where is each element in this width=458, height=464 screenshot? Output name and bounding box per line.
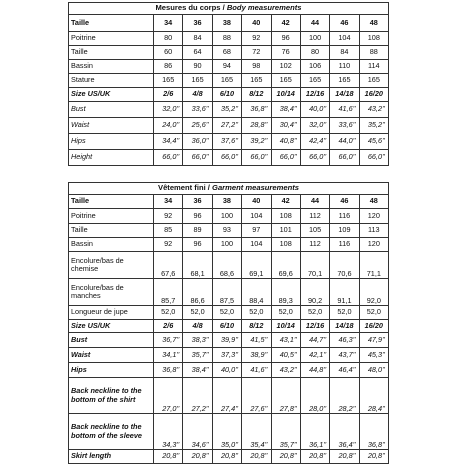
table-row — [69, 224, 389, 238]
row-label: Longueur de jupe — [69, 306, 154, 320]
us-size-cell: 10/14 — [271, 320, 300, 333]
garment-measurements-table — [68, 182, 389, 464]
value-cell: 165 — [242, 74, 271, 88]
value-cell: 32,0’’ — [154, 102, 183, 118]
value-cell: 88 — [359, 46, 388, 60]
row-label: Bust — [69, 102, 154, 118]
value-cell: 64 — [183, 46, 212, 60]
value-cell: 36,8’’ — [242, 102, 271, 118]
value-cell: 68,1 — [183, 252, 212, 279]
value-cell: 66,0’’ — [242, 150, 271, 166]
us-size-cell: 6/10 — [212, 88, 241, 102]
value-cell: 96 — [271, 32, 300, 46]
value-cell: 52,0 — [212, 306, 241, 320]
value-cell: 33,6’’ — [183, 102, 212, 118]
body-title-fr: Mesures du corps / — [155, 3, 227, 13]
value-cell: 165 — [330, 74, 359, 88]
value-cell: 27,4’’ — [212, 378, 241, 414]
value-cell: 37,3’’ — [212, 348, 241, 363]
us-size-cell: 6/10 — [212, 320, 241, 333]
row-label: Skirt length — [69, 450, 154, 464]
value-cell: 66,0’’ — [212, 150, 241, 166]
value-cell: 90,2 — [300, 279, 329, 306]
value-cell: 40,0’’ — [300, 102, 329, 118]
value-cell: 35,7’’ — [183, 348, 212, 363]
value-cell: 41,6’’ — [330, 102, 359, 118]
value-cell: 94 — [212, 60, 241, 74]
garment-title-en: Garment measurements — [212, 183, 299, 193]
table-row — [69, 32, 389, 46]
us-size-cell: 4/8 — [183, 88, 212, 102]
value-cell: 85 — [154, 224, 183, 238]
value-cell: 41,6’’ — [242, 363, 271, 378]
value-cell: 52,0 — [330, 306, 359, 320]
row-label: Taille — [69, 224, 154, 238]
row-label: Bassin — [69, 238, 154, 252]
garment-title-fr: Vêtement fini / — [158, 183, 213, 193]
row-label: Back neckline to the bottom of the shirt — [69, 378, 154, 414]
value-cell: 24,0’’ — [154, 118, 183, 134]
us-size-cell: 12/16 — [300, 320, 329, 333]
row-label: Stature — [69, 74, 154, 88]
value-cell: 104 — [330, 32, 359, 46]
size-cell: 42 — [271, 195, 300, 209]
value-cell: 34,4’’ — [154, 134, 183, 150]
value-cell: 108 — [271, 238, 300, 252]
row-label: Height — [69, 150, 154, 166]
value-cell: 40,8’’ — [271, 134, 300, 150]
value-cell: 28,8’’ — [242, 118, 271, 134]
us-size-label: Size US/UK — [69, 320, 154, 333]
value-cell: 114 — [359, 60, 388, 74]
value-cell: 92,0 — [359, 279, 388, 306]
size-cell: 40 — [242, 15, 271, 32]
value-cell: 48,0’’ — [359, 363, 388, 378]
us-size-cell: 16/20 — [359, 320, 388, 333]
size-cell: 48 — [359, 15, 388, 32]
size-cell: 34 — [154, 15, 183, 32]
value-cell: 90 — [183, 60, 212, 74]
value-cell: 35,7’’ — [271, 414, 300, 450]
us-size-cell: 2/6 — [154, 320, 183, 333]
value-cell: 20,8’’ — [300, 450, 329, 464]
value-cell: 38,3’’ — [183, 333, 212, 348]
value-cell: 20,8’’ — [154, 450, 183, 464]
value-cell: 38,4’’ — [183, 363, 212, 378]
table-row — [69, 238, 389, 252]
value-cell: 116 — [330, 209, 359, 224]
value-cell: 88 — [212, 32, 241, 46]
value-cell: 20,8’’ — [242, 450, 271, 464]
value-cell: 52,0 — [183, 306, 212, 320]
value-cell: 116 — [330, 238, 359, 252]
value-cell: 72 — [242, 46, 271, 60]
value-cell: 110 — [330, 60, 359, 74]
value-cell: 120 — [359, 238, 388, 252]
value-cell: 35,2’’ — [212, 102, 241, 118]
value-cell: 46,3’’ — [330, 333, 359, 348]
value-cell: 27,0’’ — [154, 378, 183, 414]
value-cell: 84 — [330, 46, 359, 60]
value-cell: 44,0’’ — [330, 134, 359, 150]
value-cell: 43,2’’ — [271, 363, 300, 378]
value-cell: 108 — [359, 32, 388, 46]
us-size-cell: 2/6 — [154, 88, 183, 102]
value-cell: 28,2’’ — [330, 378, 359, 414]
value-cell: 33,6’’ — [330, 118, 359, 134]
value-cell: 108 — [271, 209, 300, 224]
size-label: Taille — [69, 15, 154, 32]
garment-table-title — [69, 183, 389, 195]
value-cell: 45,6’’ — [359, 134, 388, 150]
value-cell: 91,1 — [330, 279, 359, 306]
value-cell: 38,9’’ — [242, 348, 271, 363]
value-cell: 100 — [300, 32, 329, 46]
value-cell: 97 — [242, 224, 271, 238]
value-cell: 35,0’’ — [212, 414, 241, 450]
value-cell: 20,8’’ — [183, 450, 212, 464]
size-cell: 44 — [300, 195, 329, 209]
value-cell: 112 — [300, 238, 329, 252]
row-label: Back neckline to the bottom of the sleeve — [69, 414, 154, 450]
us-size-cell: 14/18 — [330, 320, 359, 333]
value-cell: 36,7’’ — [154, 333, 183, 348]
size-cell: 48 — [359, 195, 388, 209]
value-cell: 66,0’’ — [359, 150, 388, 166]
value-cell: 30,4’’ — [271, 118, 300, 134]
size-cell: 44 — [300, 15, 329, 32]
value-cell: 109 — [330, 224, 359, 238]
value-cell: 25,6’’ — [183, 118, 212, 134]
value-cell: 43,2’’ — [359, 102, 388, 118]
value-cell: 92 — [154, 209, 183, 224]
size-cell: 34 — [154, 195, 183, 209]
value-cell: 36,8’’ — [154, 363, 183, 378]
value-cell: 100 — [212, 238, 241, 252]
table-row — [69, 363, 389, 378]
value-cell: 70,1 — [300, 252, 329, 279]
value-cell: 42,1’’ — [300, 348, 329, 363]
value-cell: 43,7’’ — [330, 348, 359, 363]
value-cell: 36,1’’ — [300, 414, 329, 450]
row-label: Hips — [69, 134, 154, 150]
row-label: Hips — [69, 363, 154, 378]
size-cell: 42 — [271, 15, 300, 32]
body-size-header-row — [69, 15, 389, 32]
value-cell: 80 — [154, 32, 183, 46]
size-cell: 46 — [330, 195, 359, 209]
value-cell: 80 — [300, 46, 329, 60]
value-cell: 96 — [183, 238, 212, 252]
body-title-en: Body measurements — [226, 3, 302, 13]
value-cell: 66,0’’ — [183, 150, 212, 166]
table-row — [69, 378, 389, 414]
value-cell: 40,0’’ — [212, 363, 241, 378]
value-cell: 105 — [300, 224, 329, 238]
value-cell: 60 — [154, 46, 183, 60]
value-cell: 76 — [271, 46, 300, 60]
value-cell: 46,4’’ — [330, 363, 359, 378]
value-cell: 52,0 — [300, 306, 329, 320]
table-row — [69, 102, 389, 118]
value-cell: 98 — [242, 60, 271, 74]
value-cell: 38,4’’ — [271, 102, 300, 118]
value-cell: 37,6’’ — [212, 134, 241, 150]
value-cell: 20,8’’ — [359, 450, 388, 464]
value-cell: 52,0 — [242, 306, 271, 320]
row-label: Poitrine — [69, 32, 154, 46]
value-cell: 104 — [242, 238, 271, 252]
row-label: Encolure/bas de chemise — [69, 252, 154, 279]
value-cell: 101 — [271, 224, 300, 238]
value-cell: 36,8’’ — [359, 414, 388, 450]
table-row — [69, 252, 389, 279]
garment-size-header-row — [69, 195, 389, 209]
value-cell: 52,0 — [154, 306, 183, 320]
value-cell: 165 — [154, 74, 183, 88]
value-cell: 165 — [359, 74, 388, 88]
value-cell: 89,3 — [271, 279, 300, 306]
value-cell: 85,7 — [154, 279, 183, 306]
value-cell: 34,6’’ — [183, 414, 212, 450]
us-size-cell: 14/18 — [330, 88, 359, 102]
value-cell: 87,5 — [212, 279, 241, 306]
value-cell: 36,4’’ — [330, 414, 359, 450]
us-size-cell: 12/16 — [300, 88, 329, 102]
row-label: Bust — [69, 333, 154, 348]
table-row — [69, 46, 389, 60]
us-size-label: Size US/UK — [69, 88, 154, 102]
value-cell: 39,2’’ — [242, 134, 271, 150]
size-cell: 38 — [212, 195, 241, 209]
value-cell: 93 — [212, 224, 241, 238]
value-cell: 165 — [212, 74, 241, 88]
value-cell: 113 — [359, 224, 388, 238]
value-cell: 104 — [242, 209, 271, 224]
size-cell: 36 — [183, 195, 212, 209]
value-cell: 41,5’’ — [242, 333, 271, 348]
table-row — [69, 414, 389, 450]
value-cell: 69,1 — [242, 252, 271, 279]
value-cell: 92 — [154, 238, 183, 252]
value-cell: 68,6 — [212, 252, 241, 279]
value-cell: 42,4’’ — [300, 134, 329, 150]
table-row — [69, 279, 389, 306]
value-cell: 43,1’’ — [271, 333, 300, 348]
value-cell: 112 — [300, 209, 329, 224]
size-cell: 40 — [242, 195, 271, 209]
row-label: Encolure/bas de manches — [69, 279, 154, 306]
value-cell: 92 — [242, 32, 271, 46]
value-cell: 89 — [183, 224, 212, 238]
body-us-size-row — [69, 88, 389, 102]
value-cell: 34,3’’ — [154, 414, 183, 450]
value-cell: 40,5’’ — [271, 348, 300, 363]
table-row — [69, 209, 389, 224]
size-cell: 46 — [330, 15, 359, 32]
value-cell: 96 — [183, 209, 212, 224]
row-label: Poitrine — [69, 209, 154, 224]
size-cell: 38 — [212, 15, 241, 32]
value-cell: 20,8’’ — [330, 450, 359, 464]
value-cell: 27,2’’ — [212, 118, 241, 134]
value-cell: 88,4 — [242, 279, 271, 306]
value-cell: 45,3’’ — [359, 348, 388, 363]
value-cell: 165 — [183, 74, 212, 88]
value-cell: 36,0’’ — [183, 134, 212, 150]
value-cell: 52,0 — [271, 306, 300, 320]
table-row — [69, 450, 389, 464]
table-row — [69, 348, 389, 363]
us-size-cell: 8/12 — [242, 88, 271, 102]
value-cell: 44,8’’ — [300, 363, 329, 378]
value-cell: 44,7’’ — [300, 333, 329, 348]
value-cell: 27,8’’ — [271, 378, 300, 414]
value-cell: 67,6 — [154, 252, 183, 279]
table-row — [69, 134, 389, 150]
value-cell: 84 — [183, 32, 212, 46]
value-cell: 120 — [359, 209, 388, 224]
value-cell: 102 — [271, 60, 300, 74]
table-row — [69, 118, 389, 134]
value-cell: 39,9’’ — [212, 333, 241, 348]
size-label: Taille — [69, 195, 154, 209]
value-cell: 70,6 — [330, 252, 359, 279]
body-measurements-table — [68, 2, 389, 166]
garment-us-size-row — [69, 320, 389, 333]
us-size-cell: 16/20 — [359, 88, 388, 102]
row-label: Taille — [69, 46, 154, 60]
value-cell: 68 — [212, 46, 241, 60]
value-cell: 86,6 — [183, 279, 212, 306]
value-cell: 28,0’’ — [300, 378, 329, 414]
value-cell: 66,0’’ — [271, 150, 300, 166]
value-cell: 32,0’’ — [300, 118, 329, 134]
value-cell: 71,1 — [359, 252, 388, 279]
us-size-cell: 4/8 — [183, 320, 212, 333]
size-cell: 36 — [183, 15, 212, 32]
value-cell: 165 — [300, 74, 329, 88]
table-row — [69, 74, 389, 88]
table-row — [69, 60, 389, 74]
value-cell: 165 — [271, 74, 300, 88]
value-cell: 28,4’’ — [359, 378, 388, 414]
table-row — [69, 306, 389, 320]
us-size-cell: 8/12 — [242, 320, 271, 333]
value-cell: 106 — [300, 60, 329, 74]
row-label: Waist — [69, 118, 154, 134]
value-cell: 47,9’’ — [359, 333, 388, 348]
us-size-cell: 10/14 — [271, 88, 300, 102]
table-row — [69, 150, 389, 166]
value-cell: 66,0’’ — [300, 150, 329, 166]
body-table-title — [69, 3, 389, 15]
value-cell: 34,1’’ — [154, 348, 183, 363]
value-cell: 66,0’’ — [154, 150, 183, 166]
row-label: Bassin — [69, 60, 154, 74]
row-label: Waist — [69, 348, 154, 363]
table-row — [69, 333, 389, 348]
value-cell: 86 — [154, 60, 183, 74]
value-cell: 52,0 — [359, 306, 388, 320]
value-cell: 66,0’’ — [330, 150, 359, 166]
value-cell: 69,6 — [271, 252, 300, 279]
value-cell: 35,2’’ — [359, 118, 388, 134]
value-cell: 20,8’’ — [212, 450, 241, 464]
value-cell: 100 — [212, 209, 241, 224]
value-cell: 27,6’’ — [242, 378, 271, 414]
value-cell: 35,4’’ — [242, 414, 271, 450]
value-cell: 20,8’’ — [271, 450, 300, 464]
value-cell: 27,2’’ — [183, 378, 212, 414]
